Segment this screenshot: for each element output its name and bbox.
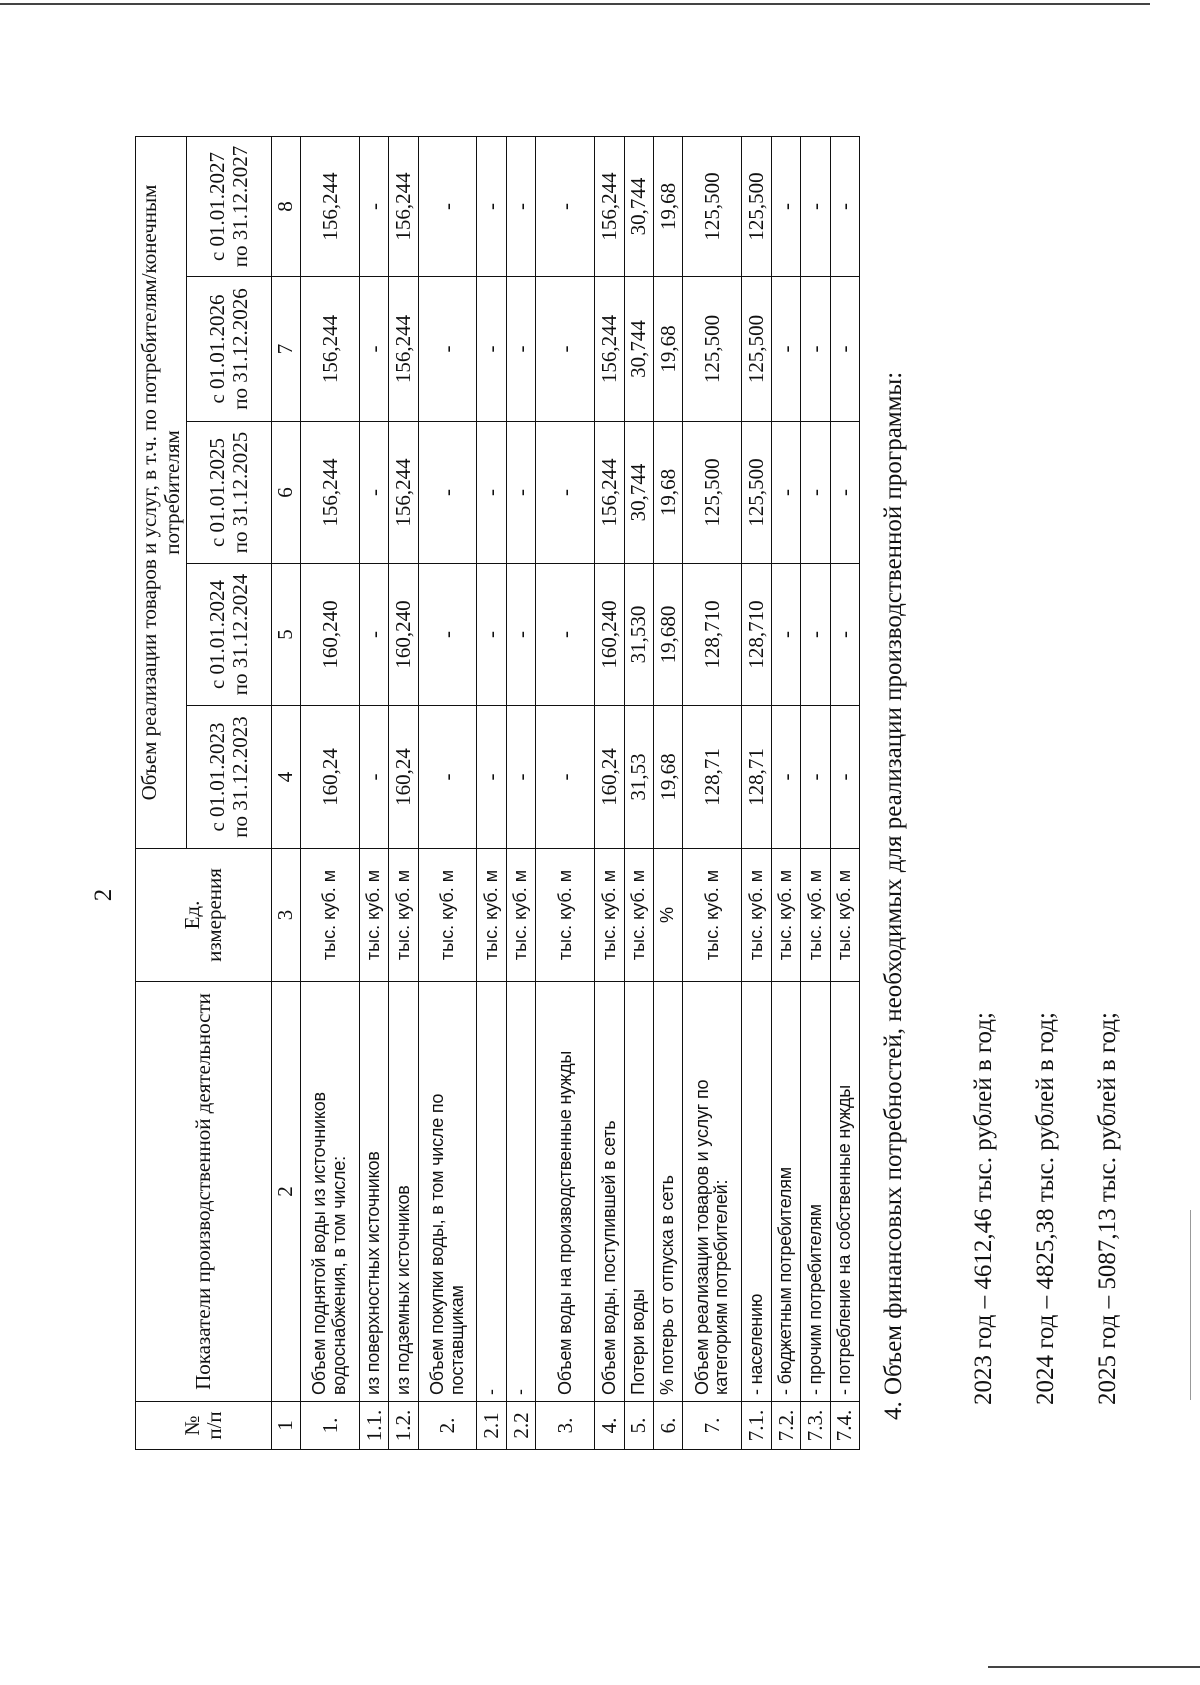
row-unit: тыс. куб. м — [359, 849, 388, 982]
row-value: - — [506, 564, 535, 706]
row-unit: тыс. куб. м — [624, 849, 653, 982]
column-number: 5 — [271, 564, 300, 706]
row-value: 128,71 — [683, 706, 742, 849]
row-value: - — [830, 706, 859, 849]
row-indicator: Объем воды, поступившей в сеть — [595, 982, 624, 1402]
financial-line: 2024 год – 4825,38 тыс. рублей в год; — [1032, 1012, 1059, 1405]
financial-line: 2023 год – 4612,46 тыс. рублей в год; — [970, 1012, 997, 1405]
header-volume-title: Объем реализации товаров и услуг, в т.ч. по потребителям/конечным потребителям — [136, 136, 187, 848]
row-value: 19,680 — [653, 564, 682, 706]
scan-edge-right — [1190, 1210, 1191, 1400]
row-value: 160,24 — [595, 706, 624, 849]
row-indicator: Объем поднятой воды из источников водоснабжения, в том числе: — [300, 982, 359, 1402]
row-unit: тыс. куб. м — [771, 849, 800, 982]
row-indicator: % потерь от отпуска в сеть — [653, 982, 682, 1402]
row-indicator: - — [477, 982, 506, 1402]
row-value: 156,244 — [300, 136, 359, 276]
row-indicator: - — [506, 982, 535, 1402]
row-value: 125,500 — [742, 422, 771, 564]
row-value: - — [801, 564, 830, 706]
row-unit: тыс. куб. м — [389, 849, 418, 982]
row-number: 1.1. — [359, 1402, 388, 1450]
row-number: 5. — [624, 1402, 653, 1450]
table-row — [595, 136, 624, 1449]
table-row — [683, 136, 742, 1449]
row-value: - — [477, 277, 506, 422]
header-num: № п/п — [136, 1402, 272, 1450]
header-unit: Ед. измерения — [136, 849, 272, 982]
row-indicator: - прочим потребителям — [801, 982, 830, 1402]
row-unit: тыс. куб. м — [418, 849, 477, 982]
row-value: 156,244 — [300, 422, 359, 564]
row-value: 156,244 — [300, 277, 359, 422]
row-value: - — [536, 136, 595, 276]
table-row — [801, 136, 830, 1449]
row-unit: тыс. куб. м — [300, 849, 359, 982]
row-indicator: Объем покупки воды, в том числе по поставщикам — [418, 982, 477, 1402]
row-indicator: - бюджетным потребителям — [771, 982, 800, 1402]
row-value: 156,244 — [389, 422, 418, 564]
row-value: 30,744 — [624, 422, 653, 564]
row-value: - — [477, 564, 506, 706]
financial-title: 4. Объем финансовых потребностей, необходимых для реализации производственной программы: — [880, 371, 907, 1420]
row-value: - — [418, 422, 477, 564]
scan-edge-bottom — [988, 1666, 1200, 1668]
row-value: - — [359, 136, 388, 276]
row-value: 125,500 — [683, 277, 742, 422]
row-value: - — [418, 277, 477, 422]
row-unit: тыс. куб. м — [506, 849, 535, 982]
row-value: 160,24 — [389, 706, 418, 849]
table-row — [418, 136, 477, 1449]
row-value: - — [830, 136, 859, 276]
row-unit: % — [653, 849, 682, 982]
row-value: - — [359, 564, 388, 706]
row-value: 156,244 — [595, 277, 624, 422]
row-value: 125,500 — [683, 422, 742, 564]
row-value: 31,530 — [624, 564, 653, 706]
row-value: - — [506, 136, 535, 276]
row-value: - — [801, 136, 830, 276]
row-value: - — [477, 706, 506, 849]
header-period: с 01.01.2027 по 31.12.2027 — [186, 136, 271, 276]
table-row — [771, 136, 800, 1449]
financial-line: 2025 год – 5087,13 тыс. рублей в год; — [1094, 1012, 1121, 1405]
row-value: - — [536, 564, 595, 706]
row-value: - — [771, 136, 800, 276]
row-value: 160,240 — [389, 564, 418, 706]
row-value: - — [506, 277, 535, 422]
row-value: - — [506, 706, 535, 849]
row-value: 125,500 — [742, 277, 771, 422]
row-value: 19,68 — [653, 422, 682, 564]
table-row — [477, 136, 506, 1449]
table-row — [742, 136, 771, 1449]
header-period: с 01.01.2023 по 31.12.2023 — [186, 706, 271, 849]
table-row — [506, 136, 535, 1449]
row-value: - — [418, 706, 477, 849]
row-value: 125,500 — [683, 136, 742, 276]
row-value: 156,244 — [389, 277, 418, 422]
row-value: - — [830, 277, 859, 422]
row-unit: тыс. куб. м — [477, 849, 506, 982]
row-indicator: из подземных источников — [389, 982, 418, 1402]
row-number: 3. — [536, 1402, 595, 1450]
column-number: 3 — [271, 849, 300, 982]
row-indicator: из поверхностных источников — [359, 982, 388, 1402]
row-value: - — [418, 136, 477, 276]
table-row — [389, 136, 418, 1449]
row-value: 160,24 — [300, 706, 359, 849]
row-value: - — [359, 706, 388, 849]
row-indicator: - потребление на собственные нужды — [830, 982, 859, 1402]
row-value: 30,744 — [624, 136, 653, 276]
row-number: 1.2. — [389, 1402, 418, 1450]
row-value: - — [830, 422, 859, 564]
row-value: 156,244 — [595, 422, 624, 564]
row-value: 156,244 — [595, 136, 624, 276]
row-value: 30,744 — [624, 277, 653, 422]
column-number: 8 — [271, 136, 300, 276]
row-value: - — [359, 277, 388, 422]
row-number: 7.2. — [771, 1402, 800, 1450]
row-value: 156,244 — [389, 136, 418, 276]
row-unit: тыс. куб. м — [595, 849, 624, 982]
row-value: - — [536, 277, 595, 422]
row-number: 7.1. — [742, 1402, 771, 1450]
production-table — [135, 136, 860, 1450]
row-number: 1. — [300, 1402, 359, 1450]
row-unit: тыс. куб. м — [801, 849, 830, 982]
row-number: 4. — [595, 1402, 624, 1450]
row-number: 2.2 — [506, 1402, 535, 1450]
row-value: 31,53 — [624, 706, 653, 849]
table-row — [653, 136, 682, 1449]
row-value: - — [830, 564, 859, 706]
column-number: 4 — [271, 706, 300, 849]
row-indicator: Потери воды — [624, 982, 653, 1402]
row-value: 19,68 — [653, 706, 682, 849]
row-value: - — [771, 564, 800, 706]
row-value: - — [536, 422, 595, 564]
row-value: 160,240 — [595, 564, 624, 706]
row-number: 7. — [683, 1402, 742, 1450]
table-row — [624, 136, 653, 1449]
rotated-page — [80, 105, 1121, 1605]
header-period: с 01.01.2026 по 31.12.2026 — [186, 277, 271, 422]
row-unit: тыс. куб. м — [536, 849, 595, 982]
column-number: 7 — [271, 277, 300, 422]
row-value: - — [506, 422, 535, 564]
row-number: 2. — [418, 1402, 477, 1450]
column-number: 1 — [271, 1402, 300, 1450]
table-row — [536, 136, 595, 1449]
row-value: - — [477, 422, 506, 564]
scan-edge-top — [0, 3, 1150, 5]
row-value: 125,500 — [742, 136, 771, 276]
row-value: - — [477, 136, 506, 276]
table-row — [359, 136, 388, 1449]
row-value: - — [771, 706, 800, 849]
row-value: 128,710 — [683, 564, 742, 706]
row-value: - — [801, 422, 830, 564]
column-number: 2 — [271, 982, 300, 1402]
row-value: 19,68 — [653, 136, 682, 276]
row-unit: тыс. куб. м — [742, 849, 771, 982]
row-value: - — [359, 422, 388, 564]
row-number: 6. — [653, 1402, 682, 1450]
column-number: 6 — [271, 422, 300, 564]
row-value: - — [801, 277, 830, 422]
row-value: - — [418, 564, 477, 706]
page-number: 2 — [90, 888, 117, 902]
row-number: 2.1 — [477, 1402, 506, 1450]
row-value: - — [536, 706, 595, 849]
row-unit: тыс. куб. м — [683, 849, 742, 982]
row-unit: тыс. куб. м — [830, 849, 859, 982]
table-row — [300, 136, 359, 1449]
header-indicator: Показатели производственной деятельности — [136, 982, 272, 1402]
row-value: 160,240 — [300, 564, 359, 706]
row-indicator: Объем реализации товаров и услуг по категориям потребителей: — [683, 982, 742, 1402]
row-value: - — [801, 706, 830, 849]
row-number: 7.3. — [801, 1402, 830, 1450]
row-value: - — [771, 422, 800, 564]
row-value: 128,710 — [742, 564, 771, 706]
row-value: 128,71 — [742, 706, 771, 849]
row-number: 7.4. — [830, 1402, 859, 1450]
row-indicator: - населению — [742, 982, 771, 1402]
header-period: с 01.01.2024 по 31.12.2024 — [186, 564, 271, 706]
header-period: с 01.01.2025 по 31.12.2025 — [186, 422, 271, 564]
table-row — [830, 136, 859, 1449]
row-value: 19,68 — [653, 277, 682, 422]
row-value: - — [771, 277, 800, 422]
row-indicator: Объем воды на производственные нужды — [536, 982, 595, 1402]
